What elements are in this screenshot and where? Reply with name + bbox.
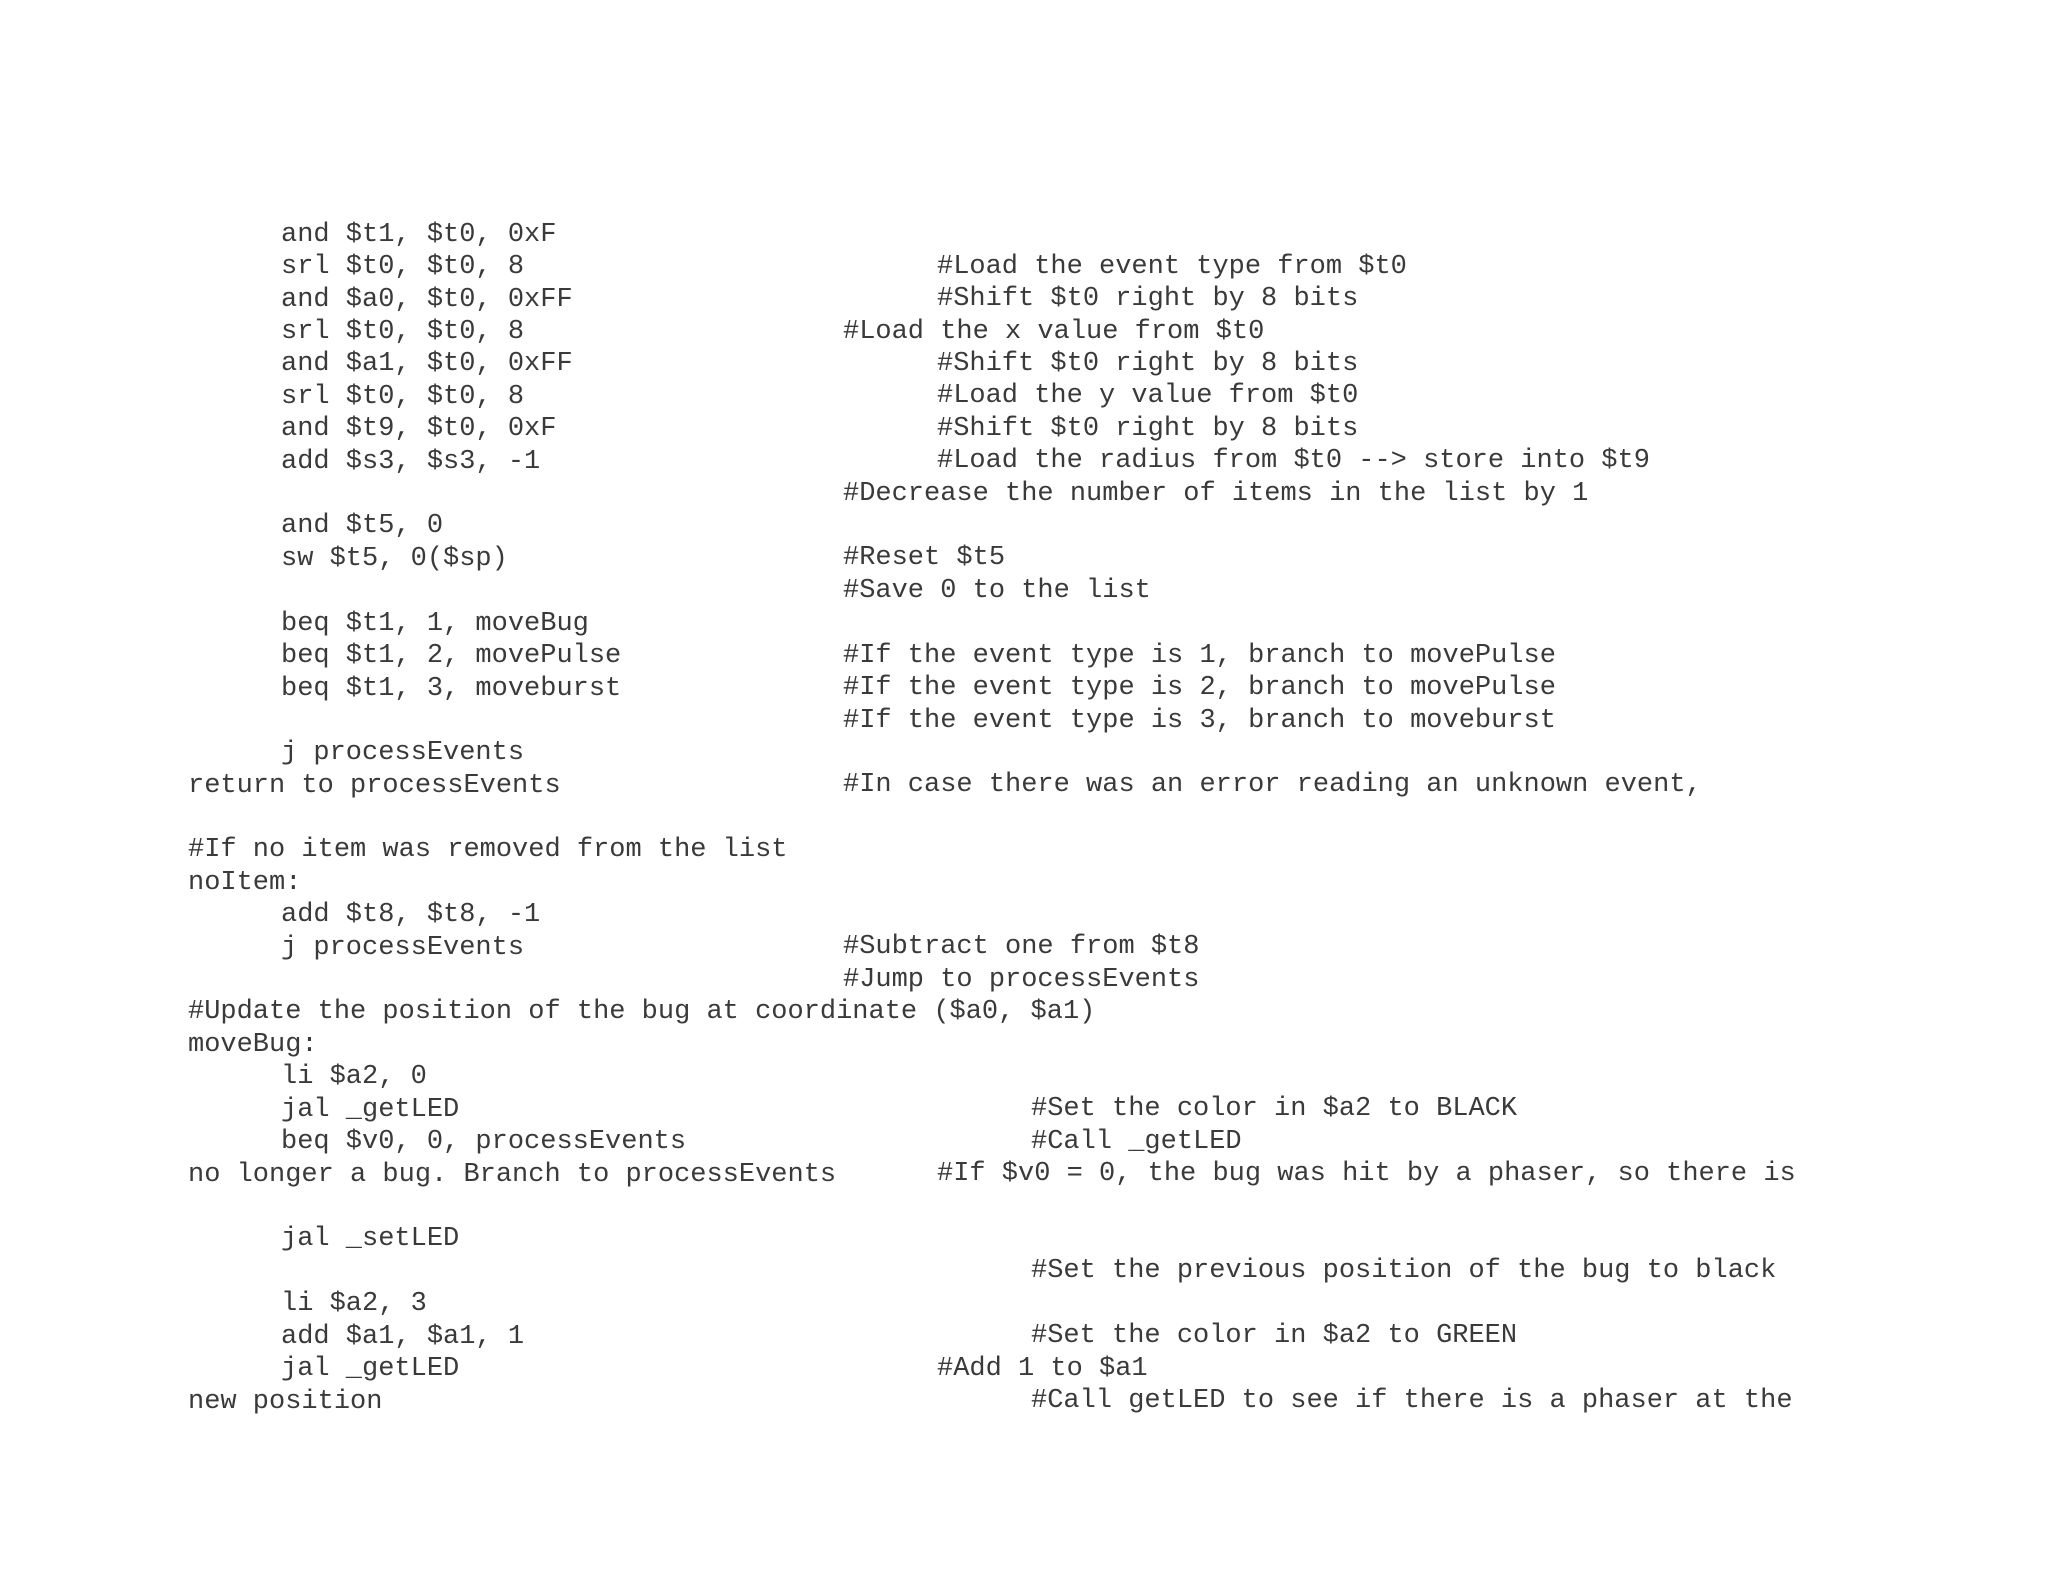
code-instruction: srl $t0, $t0, 8 xyxy=(281,317,525,347)
code-instruction: and $t9, $t0, 0xF xyxy=(281,414,557,444)
code-instruction: and $t5, 0 xyxy=(281,511,444,541)
code-comment: #If the event type is 3, branch to moveburst xyxy=(843,706,1556,736)
code-comment: #Call _getLED xyxy=(1031,1127,1242,1157)
code-instruction: add $a1, $a1, 1 xyxy=(281,1322,525,1352)
code-instruction: srl $t0, $t0, 8 xyxy=(281,252,525,282)
code-comment: #Save 0 to the list xyxy=(843,576,1151,606)
code-continuation: new position xyxy=(188,1387,383,1417)
code-comment: #Set the color in $a2 to GREEN xyxy=(1031,1321,1518,1351)
code-label: moveBug: xyxy=(188,1030,318,1060)
code-comment: #Shift $t0 right by 8 bits xyxy=(937,349,1359,379)
code-line xyxy=(0,1191,1777,1286)
code-instruction: j processEvents xyxy=(281,933,525,963)
code-comment: #Set the color in $a2 to BLACK xyxy=(1031,1094,1518,1124)
code-instruction: beq $t1, 1, moveBug xyxy=(281,609,589,639)
code-comment: #Decrease the number of items in the list by 1 xyxy=(843,479,1589,509)
code-comment: #Load the x value from $t0 xyxy=(843,317,1265,347)
code-comment: #If the event type is 2, branch to movePulse xyxy=(843,673,1556,703)
code-comment: #Jump to processEvents xyxy=(843,965,1200,995)
code-comment: #Load the event type from $t0 xyxy=(937,252,1407,282)
code-continuation: no longer a bug. Branch to processEvents xyxy=(188,1160,837,1190)
code-instruction: jal _getLED xyxy=(281,1095,460,1125)
code-comment: #Shift $t0 right by 8 bits xyxy=(937,284,1359,314)
code-comment: #Set the previous position of the bug to black xyxy=(1031,1256,1777,1286)
code-comment: #If the event type is 1, branch to movePulse xyxy=(843,641,1556,671)
code-instruction: jal _setLED xyxy=(281,1224,460,1254)
section-comment: #Update the position of the bug at coordinate ($a0, $a1) xyxy=(188,997,1096,1027)
code-comment: #Shift $t0 right by 8 bits xyxy=(937,414,1359,444)
code-instruction: and $t1, $t0, 0xF xyxy=(281,220,557,250)
section-comment: #If no item was removed from the list xyxy=(188,835,788,865)
code-instruction: add $t8, $t8, -1 xyxy=(281,900,541,930)
code-line xyxy=(0,802,788,865)
code-comment: #Load the radius from $t0 --> store into $t9 xyxy=(937,446,1650,476)
code-instruction: and $a0, $t0, 0xFF xyxy=(281,285,573,315)
code-comment: #Subtract one from $t8 xyxy=(843,932,1200,962)
code-label: noItem: xyxy=(188,868,302,898)
code-instruction: li $a2, 3 xyxy=(281,1289,427,1319)
code-instruction: srl $t0, $t0, 8 xyxy=(281,382,525,412)
code-comment: #If $v0 = 0, the bug was hit by a phaser, so there is xyxy=(937,1159,1796,1189)
code-instruction: beq $v0, 0, processEvents xyxy=(281,1127,687,1157)
code-instruction: beq $t1, 3, moveburst xyxy=(281,674,622,704)
code-comment: #Load the y value from $t0 xyxy=(937,381,1359,411)
code-comment: #In case there was an error reading an unknown event, xyxy=(843,770,1702,800)
code-continuation: return to processEvents xyxy=(188,771,561,801)
code-comment: #Add 1 to $a1 xyxy=(937,1354,1148,1384)
code-instruction: li $a2, 0 xyxy=(281,1062,427,1092)
code-line xyxy=(0,835,302,898)
code-comment: #Call getLED to see if there is a phaser at the xyxy=(1031,1386,1793,1416)
code-instruction: j processEvents xyxy=(281,738,525,768)
code-instruction: sw $t5, 0($sp) xyxy=(281,544,508,574)
code-instruction: beq $t1, 2, movePulse xyxy=(281,641,622,671)
code-instruction: and $a1, $t0, 0xFF xyxy=(281,349,573,379)
code-comment: #Reset $t5 xyxy=(843,543,1006,573)
code-instruction: jal _getLED xyxy=(281,1354,460,1384)
code-line xyxy=(0,997,318,1060)
code-instruction: add $s3, $s3, -1 xyxy=(281,447,541,477)
